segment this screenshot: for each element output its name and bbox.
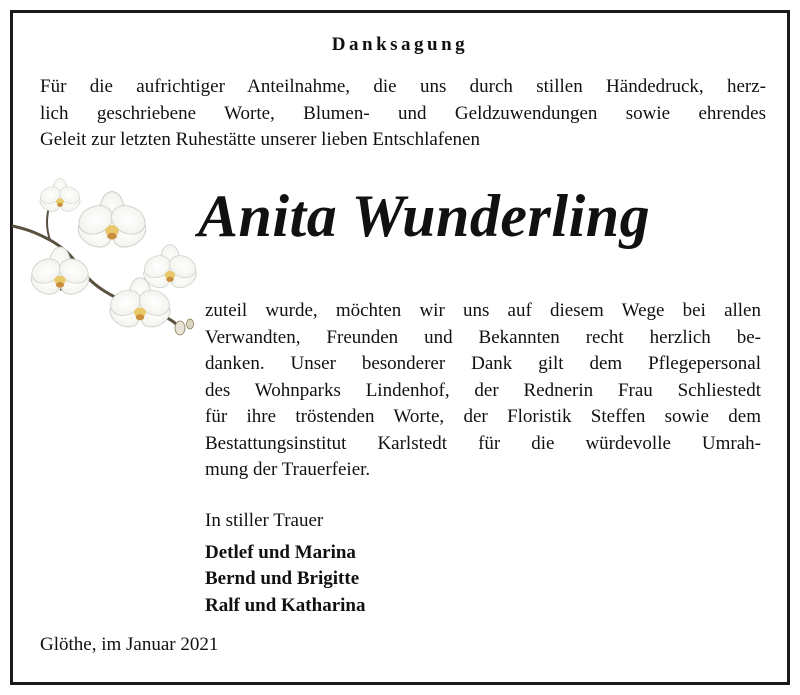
- body-line: Verwandten, Freunden und Bekannten recht herzlich be-: [205, 326, 761, 348]
- intro-paragraph: [40, 74, 766, 154]
- body-paragraph: [205, 298, 761, 484]
- intro-line: Für die aufrichtiger Anteilnahme, die uns durch stillen Händedruck, herz-: [40, 76, 766, 97]
- place-date: Glöthe, im Januar 2021: [40, 634, 219, 655]
- orchid-flower-image: [12, 178, 202, 348]
- intro-line: lich geschriebene Worte, Blumen- und Geldzuwendungen sowie ehrendes: [40, 102, 766, 124]
- body-line: mung der Trauerfeier.: [205, 459, 371, 480]
- body-line: danken. Unser besonderer Dank gilt dem Pflegepersonal: [205, 353, 761, 374]
- mourner-names: Detlef und Marina: [205, 541, 356, 563]
- mourner-names: Ralf und Katharina: [205, 594, 366, 616]
- signoff-lead: In stiller Trauer: [205, 510, 324, 531]
- mourner-names: Bernd und Brigitte: [205, 568, 360, 589]
- body-line: des Wohnparks Lindenhof, der Rednerin Frau Schliestedt: [205, 379, 761, 401]
- body-line: für ihre tröstenden Worte, der Floristik Steffen sowie dem: [205, 406, 761, 427]
- intro-line: Geleit zur letzten Ruhestätte unserer lieben Entschlafenen: [40, 129, 480, 150]
- body-line: Bestattungsinstitut Karlstedt für die würdevolle Umrah-: [205, 432, 761, 454]
- deceased-name: Anita Wunderling: [198, 183, 651, 249]
- signoff-block: [205, 508, 365, 619]
- page-title: Danksagung: [331, 34, 469, 55]
- body-line: zuteil wurde, möchten wir uns auf diesem Wege bei allen: [205, 300, 761, 321]
